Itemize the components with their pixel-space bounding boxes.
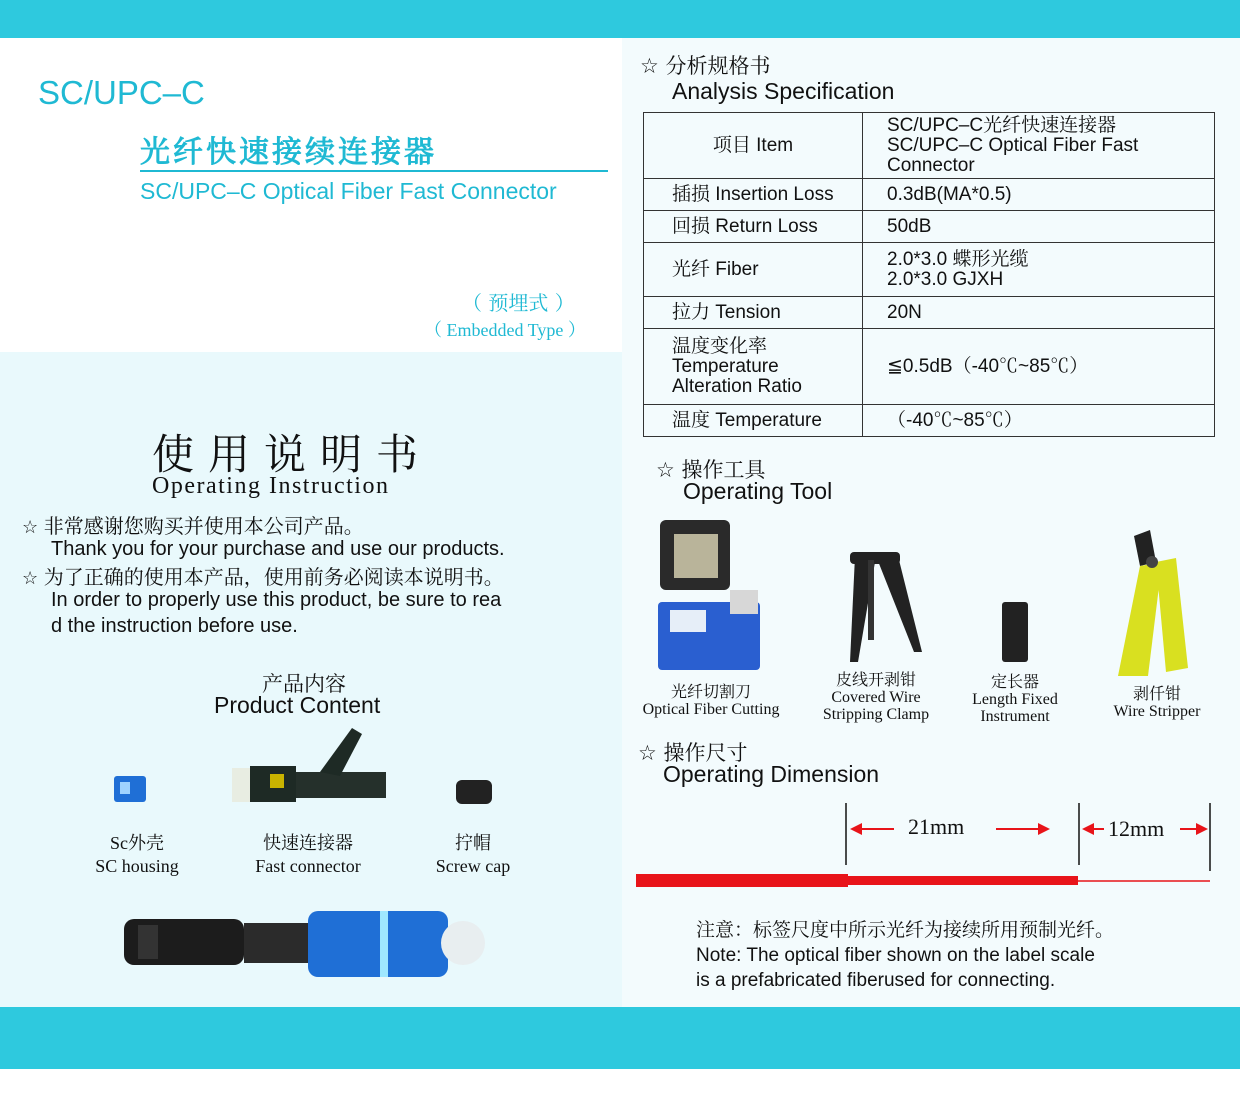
manual-title-cn: 使用说明书 <box>152 430 433 479</box>
note-2-cn: ☆ 为了正确的使用本产品，使用前务必阅读本说明书。 <box>22 567 504 589</box>
table-row <box>644 329 1215 405</box>
spec-value-cell: ≦0.5dB（-40℃~85℃） <box>863 329 1215 405</box>
dimension-right-value: 12mm <box>1108 816 1165 841</box>
product-title-en: SC/UPC–C Optical Fiber Fast Connector <box>140 178 557 204</box>
stripping-clamp-image <box>850 552 922 662</box>
table-row <box>644 243 1215 297</box>
star-icon: ☆ <box>640 54 659 78</box>
type-label-cn: （ 预埋式 ） <box>462 291 575 315</box>
spec-value-cell: （-40℃~85℃） <box>863 405 1215 437</box>
dimension-title-cn: ☆ 操作尺寸 <box>638 741 748 765</box>
note-2-en-line1: In order to properly use this product, be sure to rea <box>51 589 502 611</box>
spec-item-cell: 项目 Item <box>644 113 863 179</box>
product-title-cn: 光纤快速接续连接器 <box>140 135 437 170</box>
item-sc-housing: Sc外壳 SC housing <box>95 833 179 876</box>
type-label-en: （ Embedded Type ） <box>424 320 586 340</box>
note-1-cn: ☆ 非常感谢您购买并使用本公司产品。 <box>22 516 364 538</box>
manual-title-en: Operating Instruction <box>152 473 390 499</box>
sc-housing-image <box>114 776 146 802</box>
spec-title-en: Analysis Specification <box>672 78 895 104</box>
spec-item-cell: 插损 Insertion Loss <box>644 179 863 211</box>
table-row <box>644 211 1215 243</box>
spec-item-cell: 光纤 Fiber <box>644 243 863 297</box>
dimension-diagram <box>630 795 1220 895</box>
dimension-left-value: 21mm <box>908 814 965 839</box>
spec-title-cn: ☆ 分析规格书 <box>640 54 771 78</box>
item-screw-cap: 拧帽 Screw cap <box>435 833 511 876</box>
screw-cap-image <box>456 780 492 804</box>
assembled-connector-image <box>118 905 498 985</box>
fast-connector-image <box>232 728 386 802</box>
star-icon: ☆ <box>656 458 675 482</box>
star-icon: ☆ <box>638 741 657 765</box>
tool-stripping-clamp: 皮线开剥钳 Covered Wire Stripping Clamp <box>822 672 930 723</box>
dimension-title-en: Operating Dimension <box>663 761 880 787</box>
spec-value-cell: 50dB <box>863 211 1215 243</box>
brand-model: SC/UPC–C <box>38 74 205 111</box>
tools-title-en: Operating Tool <box>683 478 833 504</box>
tool-fiber-cleaver: 光纤切割刀 Optical Fiber Cutting <box>642 684 780 718</box>
spec-table <box>643 112 1215 437</box>
star-icon: ☆ <box>22 517 39 537</box>
product-content-title-cn: 产品内容 <box>262 672 346 696</box>
spec-item-cell: 回损 Return Loss <box>644 211 863 243</box>
item-fast-connector: 快速连接器 Fast connector <box>255 833 361 876</box>
title-divider <box>140 170 608 172</box>
table-row <box>644 113 1215 179</box>
tools-title-cn: ☆ 操作工具 <box>656 458 766 482</box>
tools-illustration <box>640 512 1230 682</box>
tool-length-fixed: 定长器 Length Fixed Instrument <box>972 674 1058 725</box>
footnote: 注意：标签尺度中所示光纤为接续所用预制光纤。 Note: The optical fiber shown on the label scale is a prefabricated fiberused for connecting. <box>696 920 1115 991</box>
table-row <box>644 405 1215 437</box>
spec-item-cell: 拉力 Tension <box>644 297 863 329</box>
length-fixed-instrument-image <box>1002 602 1028 662</box>
fiber-cleaver-image <box>658 520 760 670</box>
top-band <box>0 0 1240 38</box>
table-row <box>644 297 1215 329</box>
tool-wire-stripper: 剥仟钳 Wire Stripper <box>1113 686 1201 720</box>
product-parts-illustration <box>100 720 520 820</box>
spec-item-cell: 温度 Temperature <box>644 405 863 437</box>
wire-stripper-image <box>1118 530 1188 676</box>
product-content-title-en: Product Content <box>214 692 381 718</box>
note-1-en: Thank you for your purchase and use our products. <box>51 538 505 560</box>
table-row <box>644 179 1215 211</box>
spec-value-cell: 2.0*3.0 蝶形光缆 2.0*3.0 GJXH <box>863 243 1215 297</box>
spec-value-cell: SC/UPC–C光纤快速连接器 SC/UPC–C Optical Fiber Fast Connector <box>863 113 1215 179</box>
spec-value-cell: 20N <box>863 297 1215 329</box>
spec-item-cell: 温度变化率 Temperature Alteration Ratio <box>644 329 863 405</box>
bottom-band <box>0 1007 1240 1069</box>
star-icon: ☆ <box>22 568 39 588</box>
note-2-en-line2: d the instruction before use. <box>51 615 298 637</box>
spec-value-cell: 0.3dB(MA*0.5) <box>863 179 1215 211</box>
